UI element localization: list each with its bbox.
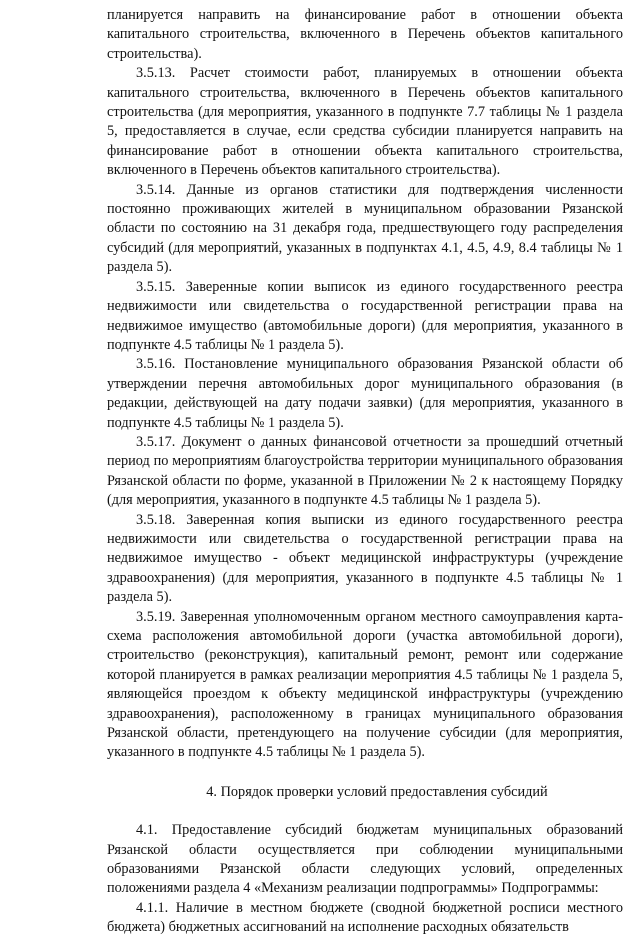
- paragraph-4-1: 4.1. Предоставление субсидий бюджетам муниципальных образований Рязанской области осуществляется при соблюдении муниципальными образованиями Рязанской области следующих условий, определенных положениями раздела 4 «Механизм реализации подпрограммы» Подпрограммы:: [107, 822, 623, 897]
- paragraph-3-5-15: 3.5.15. Заверенные копии выписок из единого государственного реестра недвижимости или свидетельства о государственной регистрации права на недвижимое имущество (автомобильные дороги) (для мероприятия, указанного в подпункте 4.5 таблицы № 1 раздела 5).: [107, 278, 623, 353]
- section-heading: 4. Порядок проверки условий предоставления субсидий: [206, 783, 548, 800]
- paragraph-3-5-17: 3.5.17. Документ о данных финансовой отчетности за прошедший отчетный период по мероприятиям благоустройства территории муниципального образования Рязанской области по форме, указанной в Приложении № 2 к настоящему Порядку (для мероприятия, указанного в подпункте 4.5 таблицы № 1 раздела 5).: [107, 433, 623, 509]
- paragraph-3-5-16: 3.5.16. Постановление муниципального образования Рязанской области об утверждении перечня автомобильных дорог муниципального образования (в редакции, действующей на дату подачи заявки) (для мероприятия, указанного в подпункте 4.5 таблицы № 1 раздела 5).: [107, 356, 623, 431]
- document-body: [107, 6, 623, 938]
- spacer: [107, 802, 623, 821]
- paragraph-continuation: планируется направить на финансирование работ в отношении объекта капитального строительства, включенного в Перечень объектов капитального строительства).: [107, 7, 623, 62]
- paragraph-3-5-18: 3.5.18. Заверенная копия выписки из единого государственного реестра недвижимости или свидетельства о государственной регистрации права на недвижимое имущество - объект медицинской инфраструктуры (учреждение здравоохранения) (для мероприятия, указанного в подпункте 4.5 таблицы № 1 раздела 5).: [107, 511, 623, 606]
- paragraph-3-5-13: 3.5.13. Расчет стоимости работ, планируемых в отношении объекта капитального строительства, включенного в Перечень объектов капитального строительства (для мероприятия, указанного в подпункте 7.7 таблицы № 1 раздела 5, предоставляется в случае, если средства субсидии планируется направить на финансирование работ в отношении объекта капитального строительства, включенного в Перечень объектов капитального строительства).: [107, 65, 623, 179]
- paragraph-3-5-19: 3.5.19. Заверенная уполномоченным органом местного самоуправления карта-схема расположения автомобильной дороги (участка автомобильной дороги), строительство (реконструкция), капитальный ремонт, ремонт или содержание которой планируется в рамках реализации мероприятия 4.5 таблицы № 1 раздела 5, являющейся проездом к объекту медицинской инфраструктуры (учреждению здравоохранения), расположенному в границах муниципального образования Рязанской области, претендующего на получение субсидии (для мероприятия, указанного в подпункте 4.5 таблицы № 1 раздела 5).: [107, 608, 623, 761]
- spacer: [107, 763, 623, 783]
- paragraph-3-5-14: 3.5.14. Данные из органов статистики для подтверждения численности постоянно проживающих жителей в муниципальном образовании Рязанской области по состоянию на 31 декабря года, предшествующего году распределения субсидий (для мероприятий, указанных в подпунктах 4.1, 4.5, 4.9, 8.4 таблицы № 1 раздела 5).: [107, 181, 623, 276]
- paragraph-4-1-1: 4.1.1. Наличие в местном бюджете (сводной бюджетной росписи местного бюджета) бюджетных ассигнований на исполнение расходных обязательств: [107, 899, 623, 936]
